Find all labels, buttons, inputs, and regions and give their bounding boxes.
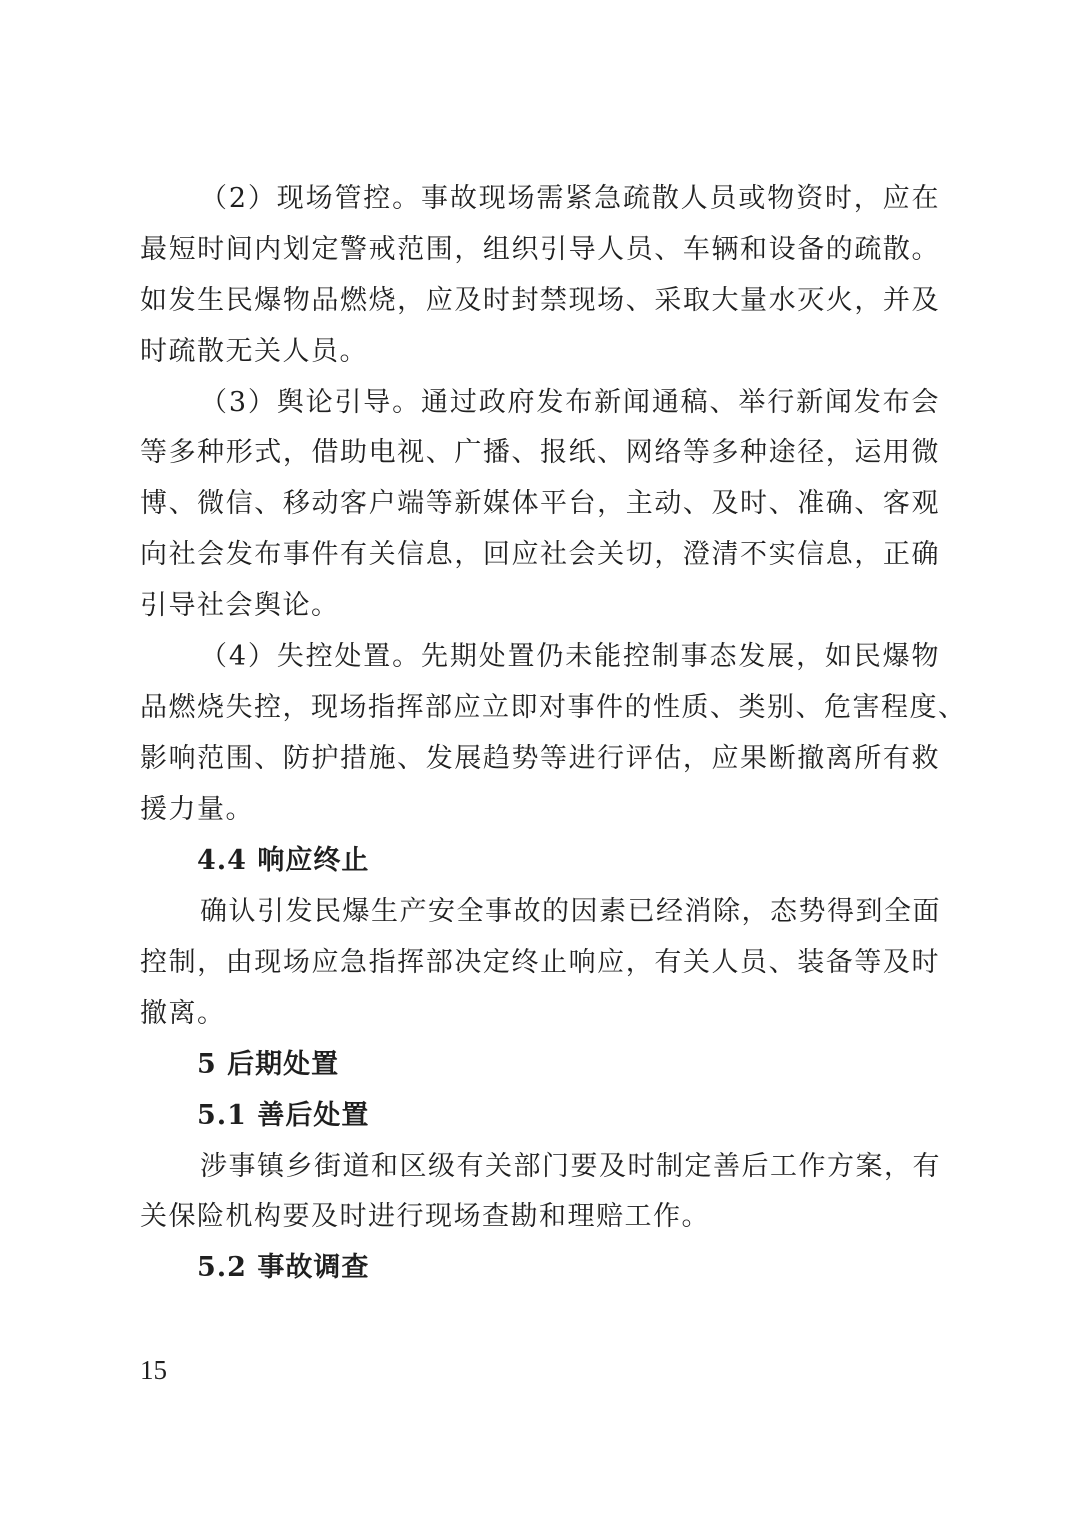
- paragraph-line: 时疏散无关人员。: [140, 336, 368, 367]
- section-heading-5: 5 后期处置: [197, 1049, 340, 1080]
- paragraph-line: 撤离。: [140, 998, 226, 1029]
- section-heading-5-1: 5.1 善后处置: [197, 1100, 370, 1131]
- paragraph-line: 向社会发布事件有关信息，回应社会关切，澄清不实信息，正确: [140, 539, 940, 570]
- paragraph-line: （4）失控处置。先期处置仍未能控制事态发展，如民爆物: [200, 641, 940, 672]
- page-number: 15: [140, 1355, 167, 1385]
- paragraph-line: 控制，由现场应急指挥部决定终止响应，有关人员、装备等及时: [140, 947, 940, 978]
- paragraph-line: 援力量。: [140, 794, 254, 825]
- paragraph-line: 确认引发民爆生产安全事故的因素已经消除，态势得到全面: [200, 896, 941, 927]
- paragraph-line: 影响范围、防护措施、发展趋势等进行评估，应果断撤离所有救: [140, 743, 940, 774]
- paragraph-line: 如发生民爆物品燃烧，应及时封禁现场、采取大量水灭火，并及: [140, 285, 940, 316]
- paragraph-line: 博、微信、移动客户端等新媒体平台，主动、及时、准确、客观: [140, 488, 940, 519]
- section-heading-5-2: 5.2 事故调查: [197, 1252, 370, 1283]
- paragraph-line: （3）舆论引导。通过政府发布新闻通稿、举行新闻发布会: [200, 387, 940, 418]
- paragraph-line: （2）现场管控。事故现场需紧急疏散人员或物资时，应在: [200, 183, 940, 214]
- section-heading-4-4: 4.4 响应终止: [197, 845, 370, 876]
- paragraph-line: 涉事镇乡街道和区级有关部门要及时制定善后工作方案，有: [200, 1151, 941, 1182]
- paragraph-line: 最短时间内划定警戒范围，组织引导人员、车辆和设备的疏散。: [140, 234, 940, 265]
- paragraph-line: 关保险机构要及时进行现场查勘和理赔工作。: [140, 1201, 710, 1232]
- paragraph-line: 引导社会舆论。: [140, 590, 340, 621]
- paragraph-line: 品燃烧失控，现场指挥部应立即对事件的性质、类别、危害程度、: [140, 692, 967, 723]
- paragraph-line: 等多种形式，借助电视、广播、报纸、网络等多种途径，运用微: [140, 437, 940, 468]
